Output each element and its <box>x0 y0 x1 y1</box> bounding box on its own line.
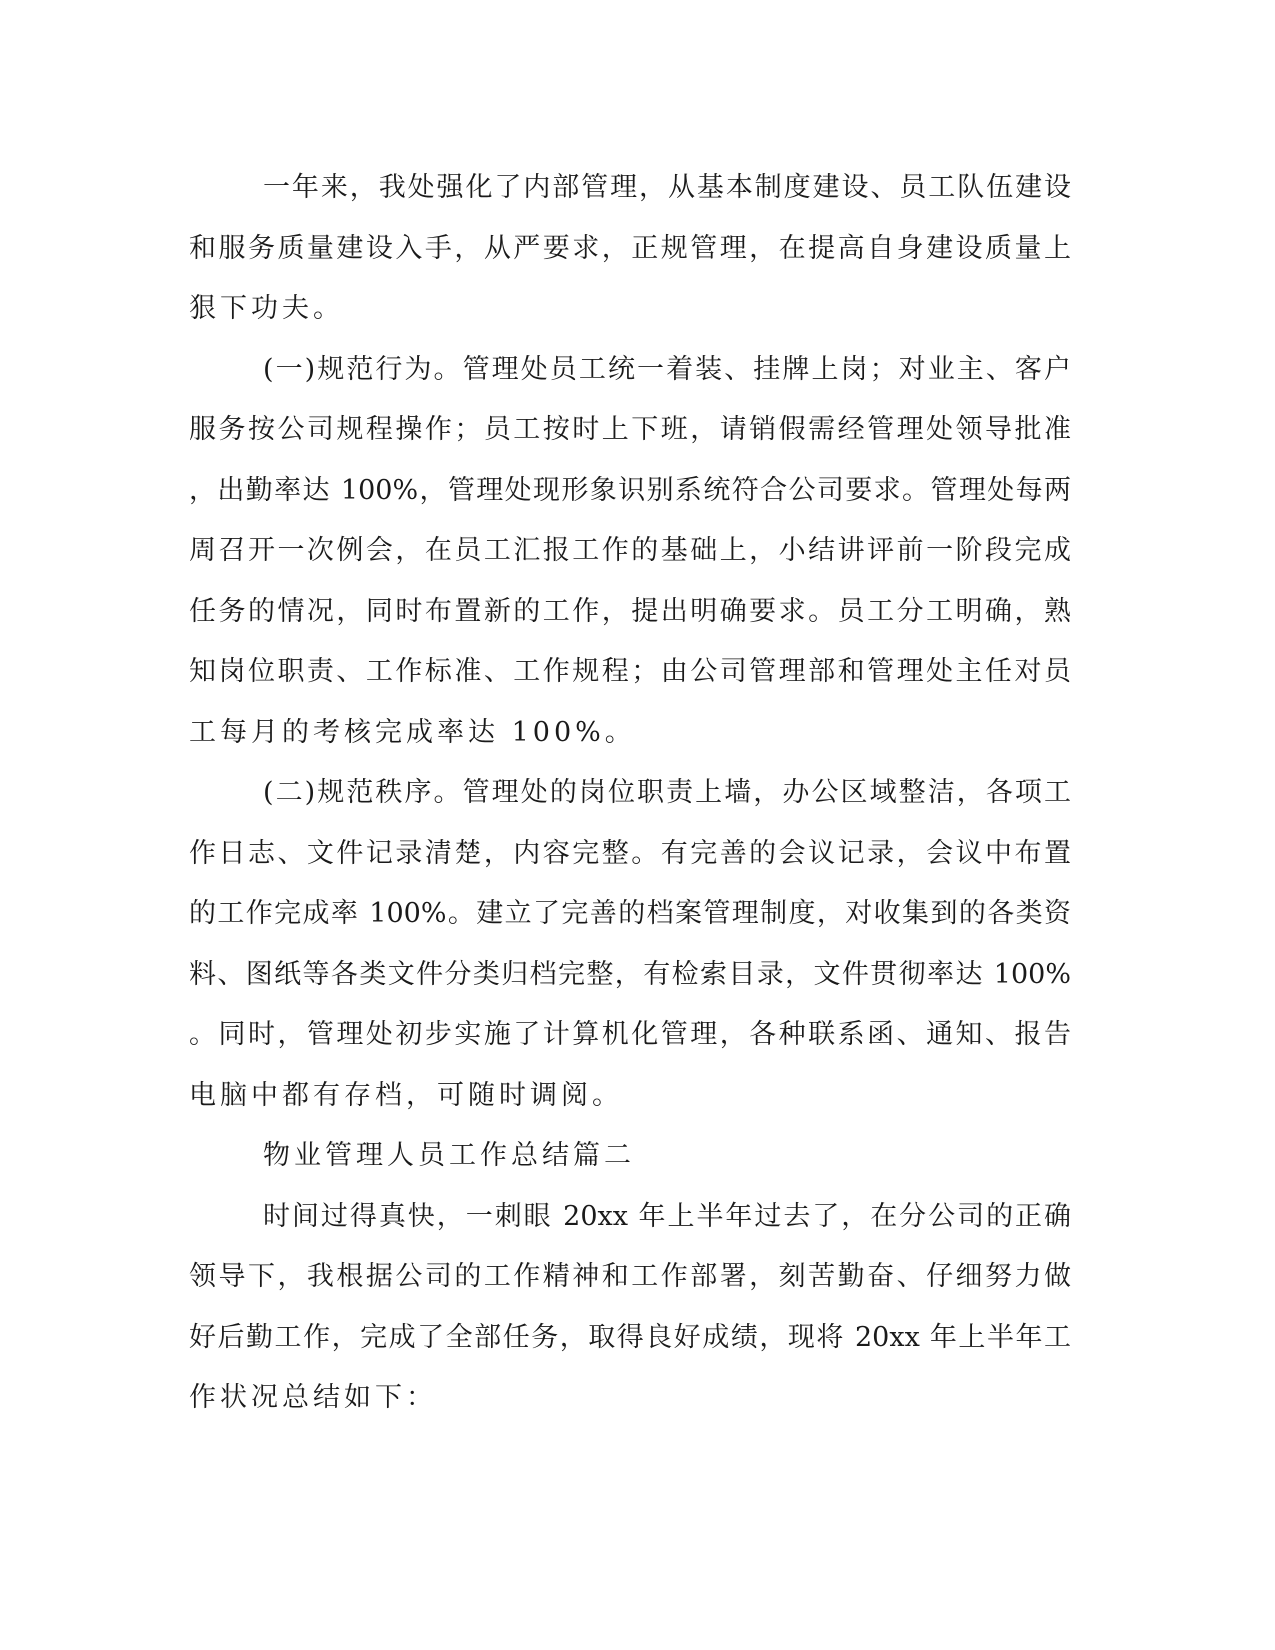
paragraph-3-line-4: 料、图纸等各类文件分类归档完整，有检索目录，文件贯彻率达 100% <box>189 958 1071 990</box>
paragraph-4-line-2: 领导下，我根据公司的工作精神和工作部署，刻苦勤奋、仔细努力做 <box>189 1261 1071 1292</box>
paragraph-2-line-4: 周召开一次例会，在员工汇报工作的基础上，小结讲评前一阶段完成 <box>189 535 1071 566</box>
paragraph-3-line-3: 的工作完成率 100%。建立了完善的档案管理制度，对收集到的各类资 <box>189 898 1071 929</box>
paragraph-2-line-5: 任务的情况，同时布置新的工作，提出明确要求。员工分工明确，熟 <box>189 595 1071 627</box>
document-body <box>189 158 1071 1429</box>
paragraph-3-line-2: 作日志、文件记录清楚，内容完整。有完善的会议记录，会议中布置 <box>189 837 1071 869</box>
paragraph-2-line-1: (一)规范行为。管理处员工统一着装、挂牌上岗；对业主、客户 <box>263 353 1071 385</box>
paragraph-2-line-6: 知岗位职责、工作标准、工作规程；由公司管理部和管理处主任对员 <box>189 656 1071 687</box>
paragraph-2-line-7: 工每月的考核完成率达 100%。 <box>189 716 636 748</box>
section-heading: 物业管理人员工作总结篇二 <box>263 1140 635 1171</box>
paragraph-1-line-1: 一年来，我处强化了内部管理，从基本制度建设、员工队伍建设 <box>263 172 1071 203</box>
paragraph-2-line-3: ，出勤率达 100%，管理处现形象识别系统符合公司要求。管理处每两 <box>189 474 1071 506</box>
paragraph-3-line-6: 电脑中都有存档，可随时调阅。 <box>189 1079 623 1111</box>
paragraph-2-line-2: 服务按公司规程操作；员工按时上下班，请销假需经管理处领导批准 <box>189 414 1071 445</box>
paragraph-4-line-3: 好后勤工作，完成了全部任务，取得良好成绩，现将 20xx 年上半年工 <box>189 1321 1071 1353</box>
paragraph-3-line-1: (二)规范秩序。管理处的岗位职责上墙，办公区域整洁，各项工 <box>263 777 1071 808</box>
paragraph-4-line-4: 作状况总结如下： <box>189 1382 437 1413</box>
paragraph-1-line-2: 和服务质量建设入手，从严要求，正规管理，在提高自身建设质量上 <box>189 232 1071 264</box>
paragraph-1-line-3: 狠下功夫。 <box>189 293 344 324</box>
paragraph-3-line-5: 。同时，管理处初步实施了计算机化管理，各种联系函、通知、报告 <box>189 1019 1071 1050</box>
paragraph-4-line-1: 时间过得真快，一刺眼 20xx 年上半年过去了，在分公司的正确 <box>263 1200 1071 1232</box>
